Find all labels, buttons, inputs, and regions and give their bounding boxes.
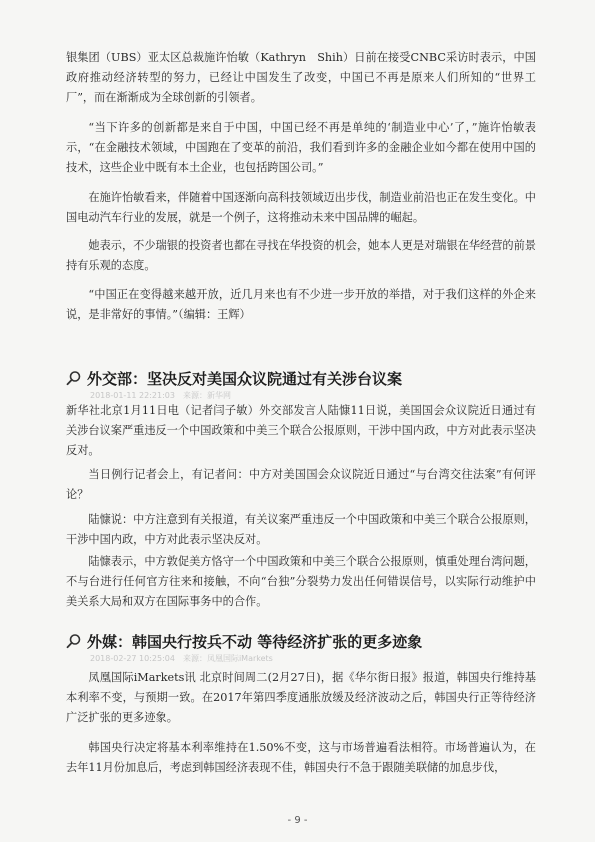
search-icon bbox=[66, 633, 82, 649]
paragraph: 当日例行记者会上，有记者问：中方对美国国会众议院近日通过“与台湾交往法案”有何评论？ bbox=[66, 468, 536, 501]
paragraph: 凤凰国际iMarkets讯 北京时间周二(2月27日)，据《华尔街日报》报道，韩国央行维持基本利率不变，与预期一致。在2017年第四季度通胀放缓及经济波动之后，韩国央行正等待经济广泛扩张的更多迹象。 bbox=[66, 671, 536, 724]
headline-text: 外媒：韩国央行按兵不动 等待经济扩张的更多迹象 bbox=[87, 633, 423, 651]
paragraph: “当下许多的创新都是来自于中国，中国已经不再是单纯的‘制造业中心’了，”施许怡敏表示，“在金融技术领域，中国跑在了变革的前沿，我们看到许多的金融企业如今都在使用中国的技术，这些企业中既有本土企业，也包括跨国公司。” bbox=[66, 121, 536, 174]
paragraph: 在施许怡敏看来，伴随着中国逐渐向高科技领域迈出步伐，制造业前沿也正在发生变化。中国电动汽车行业的发展，就是一个例子，这将推动未来中国品牌的崛起。 bbox=[66, 191, 536, 224]
page-number: - 9 - bbox=[287, 815, 308, 826]
paragraph: 新华社北京1月11日电（记者闫子敏）外交部发言人陆慷11日说，美国国会众议院近日通过有关涉台议案严重违反一个中国政策和中美三个联合公报原则，干涉中国内政，中方对此表示坚决反对。 bbox=[66, 404, 536, 457]
headline-text: 外交部：坚决反对美国众议院通过有关涉台议案 bbox=[87, 370, 403, 388]
search-icon bbox=[66, 370, 82, 386]
paragraph: 陆慷说：中方注意到有关报道，有关议案严重违反一个中国政策和中美三个联合公报原则，干涉中国内政，中方对此表示坚决反对。 bbox=[66, 513, 536, 546]
paragraph: “中国正在变得越来越开放，近几月来也有不少进一步开放的举措，对于我们这样的外企来说，是非常好的事情。”（编辑：王辉） bbox=[66, 288, 536, 321]
paragraph: 她表示，不少瑞银的投资者也都在寻找在华投资的机会，她本人更是对瑞银在华经营的前景持有乐观的态度。 bbox=[66, 239, 536, 272]
article-headline bbox=[66, 369, 536, 389]
paragraph: 陆慷表示，中方敦促美方恪守一个中国政策和中美三个联合公报原则，慎重处理台湾问题，不与台进行任何官方往来和接触，不向“台独”分裂势力发出任何错误信号，以实际行动维护中美关系大局和双方在国际事务中的合作。 bbox=[66, 555, 536, 608]
article-meta: 2018-02-27 10:25:04 来源：凤凰国际iMarkets bbox=[90, 654, 273, 663]
paragraph: 银集团（UBS）亚太区总裁施许怡敏（Kathryn Shih）日前在接受CNBC采访时表示，中国政府推动经济转型的努力，已经让中国发生了改变，中国已不再是原来人们所知的“世界工厂”，而在渐渐成为全球创新的引领者。 bbox=[66, 51, 536, 104]
article-headline bbox=[66, 632, 536, 652]
paragraph: 韩国央行决定将基本利率维持在1.50%不变，这与市场普遍看法相符。市场普遍认为，在去年11月份加息后，考虑到韩国经济表现不佳，韩国央行不急于跟随美联储的加息步伐， bbox=[66, 741, 536, 774]
article-meta: 2018-01-11 22:21:03 来源：新华网 bbox=[90, 391, 231, 400]
